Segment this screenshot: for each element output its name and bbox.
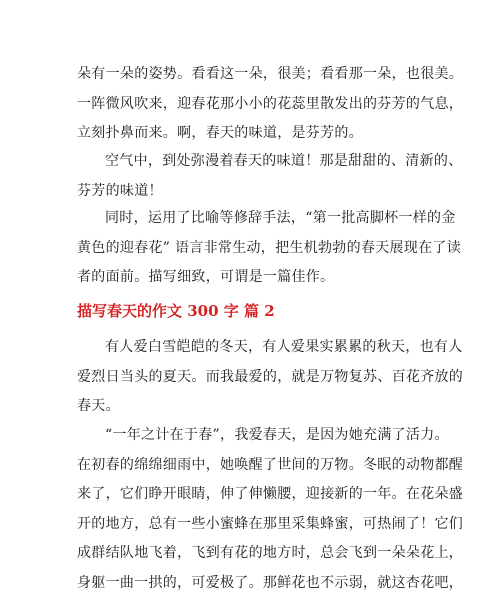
text-line: 开的地方，总有一些小蜜蜂在那里采集蜂蜜，可热闹了！它们 — [77, 510, 422, 540]
text-line: 空气中，到处弥漫着春天的味道！那是甜甜的、清新的、 — [77, 147, 422, 177]
text-line: “一年之计在于春”，我爱春天，是因为她充满了活力。 — [77, 421, 422, 451]
text-line: 来了，它们睁开眼睛，伸了伸懒腰，迎接新的一年。在花朵盛 — [77, 480, 422, 510]
text-line: 成群结队地飞着，飞到有花的地方时，总会飞到一朵朵花上， — [77, 539, 422, 569]
paragraph-1 — [77, 60, 422, 149]
text-line: 同时，运用了比喻等修辞手法，“第一批高脚杯一样的金 — [77, 204, 422, 234]
text-line: 者的面前。描写细致，可谓是一篇佳作。 — [77, 263, 422, 293]
text-line: 一阵微风吹来，迎春花那小小的花蕊里散发出的芬芳的气息， — [77, 90, 422, 120]
text-line: 芬芳的味道！ — [77, 177, 422, 207]
paragraph-4 — [77, 333, 422, 422]
text-line: 立刻扑鼻而来。啊，春天的味道，是芬芳的。 — [77, 119, 422, 149]
text-line: 在初春的绵绵细雨中，她唤醒了世间的万物。冬眠的动物都醒 — [77, 451, 422, 481]
text-line: 朵有一朵的姿势。看看这一朵，很美；看看那一朵，也很美。 — [77, 60, 422, 90]
text-line: 黄色的迎春花” 语言非常生动，把生机勃勃的春天展现在了读 — [77, 234, 422, 264]
section-heading: 描写春天的作文 300 字 篇 2 — [77, 297, 275, 325]
paragraph-2 — [77, 147, 422, 206]
paragraph-5 — [77, 421, 422, 598]
text-line: 身躯一曲一拱的，可爱极了。那鲜花也不示弱，就这杏花吧， — [77, 569, 422, 598]
text-line: 有人爱白雪皑皑的冬天，有人爱果实累累的秋天，也有人 — [77, 333, 422, 363]
text-line: 春天。 — [77, 392, 422, 422]
text-line: 爱烈日当头的夏天。而我最爱的，就是万物复苏、百花齐放的 — [77, 363, 422, 393]
paragraph-3 — [77, 204, 422, 293]
